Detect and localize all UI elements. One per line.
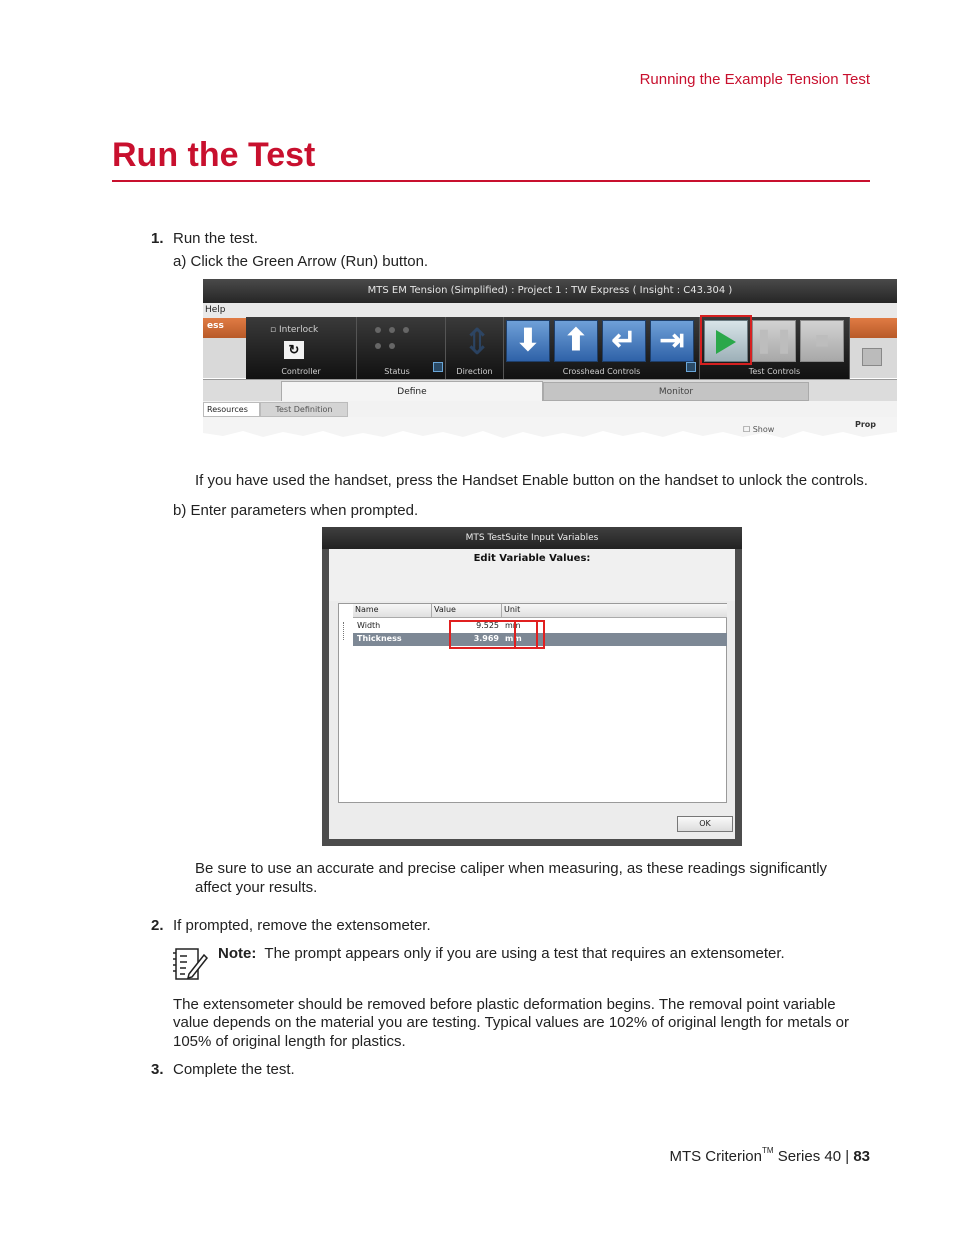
footer-tm: TM [761, 1146, 774, 1155]
page-number: 83 [853, 1148, 870, 1165]
show-checkbox[interactable]: ☐ Show [743, 425, 775, 434]
step-1b-text: b) Enter parameters when prompted. [173, 502, 419, 519]
reset-icon[interactable]: ↻ [284, 341, 304, 359]
status-label: Status [384, 367, 410, 376]
ok-button[interactable]: OK [677, 816, 733, 832]
row-value[interactable]: 3.969 [473, 634, 499, 643]
caliper-note-line-1: Be sure to use an accurate and precise caliper when measuring, as these readings significantly [195, 860, 828, 877]
extensometer-para-line-1: The extensometer should be removed before plastic deformation begins. The removal point variable [173, 996, 836, 1013]
step-3-number: 3. [151, 1061, 164, 1078]
note-line [218, 944, 785, 963]
status-led [375, 343, 381, 349]
unit-highlight-box [514, 620, 538, 649]
band-label: ess [207, 321, 224, 331]
arrow-down-icon[interactable]: ⬇ [506, 320, 550, 362]
step-2-text: If prompted, remove the extensometer. [173, 917, 431, 934]
status-group [357, 317, 446, 379]
step-3-text: Complete the test. [173, 1061, 295, 1078]
prop-label: Prop [855, 420, 877, 429]
crosshead-label: Crosshead Controls [562, 367, 641, 376]
page-footer [560, 1148, 870, 1165]
row-unit[interactable]: mm [505, 621, 521, 630]
step-1a-text: a) Click the Green Arrow (Run) button. [173, 253, 429, 270]
tab-define[interactable]: Define [281, 381, 543, 401]
interlock-label: ▫ Interlock [270, 325, 319, 335]
controller-label: Controller [281, 367, 321, 376]
direction-arrow-icon: ⇕ [462, 321, 493, 362]
column-value[interactable]: Value [434, 605, 456, 614]
footer-product: MTS Criterion [669, 1148, 762, 1165]
help-menu[interactable]: Help [203, 303, 897, 318]
handset-note: If you have used the handset, press the Handset Enable button on the handset to unlock the controls. [195, 472, 868, 489]
note-label: Note: [218, 945, 257, 962]
step-1-text: Run the test. [173, 230, 259, 247]
step-2-number: 2. [151, 917, 164, 934]
running-header: Running the Example Tension Test [639, 71, 870, 88]
column-unit[interactable]: Unit [504, 605, 521, 614]
row-value[interactable]: 9.525 [476, 621, 499, 630]
step-1-number: 1. [151, 230, 164, 247]
show-label: Show [752, 425, 775, 434]
torn-edge [203, 429, 897, 439]
row-name: Width [357, 621, 381, 630]
controller-group [246, 317, 357, 379]
stop-icon[interactable]: ■ [800, 320, 844, 362]
return-icon[interactable]: ↵ [602, 320, 646, 362]
run-highlight-box [700, 315, 752, 365]
dialog-header [329, 549, 735, 601]
status-led [403, 327, 409, 333]
grid-header [353, 604, 727, 618]
direction-label: Direction [456, 367, 493, 376]
subtab-test-definition[interactable]: Test Definition [260, 402, 348, 417]
skip-end-icon[interactable]: ⇥ [650, 320, 694, 362]
dialog-title: MTS TestSuite Input Variables [322, 527, 742, 549]
app-window-title: MTS EM Tension (Simplified) : Project 1 : TW Express ( Insight : C43.304 ) [203, 279, 897, 303]
dialog-body [329, 601, 735, 839]
column-divider [501, 604, 502, 618]
extensometer-para-line-3: 105% of original length for plastics. [173, 1033, 406, 1050]
tab-monitor[interactable]: Monitor [543, 382, 809, 401]
tree-lines [343, 622, 351, 640]
subtab-resources[interactable]: Resources [203, 402, 260, 417]
row-name: Thickness [357, 634, 402, 643]
column-divider [431, 604, 432, 618]
toolbar-screenshot [203, 279, 897, 439]
extensometer-para-line-2: value depends on the material you are testing. Typical values are 102% of original length for metals or [173, 1014, 849, 1031]
pause-icon[interactable]: ❚❚ [752, 320, 796, 362]
right-panel [850, 338, 897, 378]
footer-series: Series 40 | [777, 1148, 850, 1165]
column-name[interactable]: Name [355, 605, 379, 614]
input-variables-dialog [322, 527, 742, 846]
note-text: The prompt appears only if you are using a test that requires an extensometer. [264, 945, 785, 962]
caliper-note-line-2: affect your results. [195, 879, 318, 896]
variables-grid [338, 603, 727, 803]
status-led [389, 343, 395, 349]
left-panel [203, 338, 246, 378]
status-led [389, 327, 395, 333]
panel-icon[interactable] [862, 348, 882, 366]
interlock-text: Interlock [278, 325, 319, 335]
status-led [375, 327, 381, 333]
row-unit[interactable]: mm [505, 634, 522, 643]
note-pencil-icon [173, 946, 209, 982]
test-controls-label: Test Controls [748, 367, 801, 376]
title-divider [112, 180, 870, 182]
page-title: Run the Test [112, 136, 316, 174]
direction-group [446, 317, 504, 379]
arrow-up-icon[interactable]: ⬆ [554, 320, 598, 362]
edit-values-heading: Edit Variable Values: [473, 553, 591, 564]
